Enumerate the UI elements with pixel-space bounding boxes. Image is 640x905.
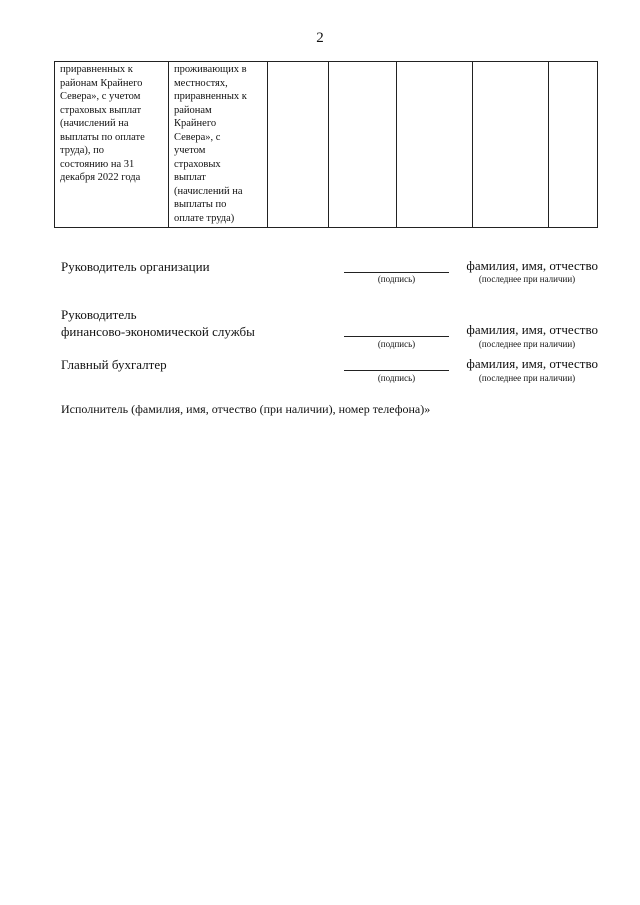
signature-line[interactable] bbox=[344, 258, 449, 273]
table-cell: проживающих в местностях, приравненных к районам Крайнего Севера», с учетом страховых выплат (начислений на выплаты по оплате труда) bbox=[169, 62, 268, 228]
signature-caption: (подпись) bbox=[377, 274, 416, 284]
executor-line: Исполнитель (фамилия, имя, отчество (при наличии), номер телефона)» bbox=[61, 402, 431, 416]
signature-line[interactable] bbox=[344, 322, 449, 337]
table-cell bbox=[473, 62, 549, 228]
page-number: 2 bbox=[316, 30, 324, 46]
signature-name-caption: (последнее при наличии) bbox=[478, 373, 576, 383]
table-cell bbox=[268, 62, 329, 228]
signature-title: Руководитель финансово-экономической службы bbox=[61, 307, 255, 339]
table-cell: приравненных к районам Крайнего Севера», с учетом страховых выплат (начислений на выплаты по оплате труда), по состоянию на 31 декабря 2022 года bbox=[55, 62, 169, 228]
signature-caption: (подпись) bbox=[377, 339, 416, 349]
signature-title: Главный бухгалтер bbox=[61, 357, 167, 372]
table-cell bbox=[549, 62, 598, 228]
signature-name: фамилия, имя, отчество bbox=[466, 356, 598, 371]
table-row bbox=[55, 62, 598, 228]
table-cell bbox=[329, 62, 397, 228]
continuation-table bbox=[54, 61, 598, 228]
signature-name-caption: (последнее при наличии) bbox=[478, 274, 576, 284]
signature-name-caption: (последнее при наличии) bbox=[478, 339, 576, 349]
signature-line[interactable] bbox=[344, 356, 449, 371]
signature-name: фамилия, имя, отчество bbox=[466, 322, 598, 337]
signature-title: Руководитель организации bbox=[61, 259, 210, 274]
signature-name: фамилия, имя, отчество bbox=[466, 258, 598, 273]
signature-caption: (подпись) bbox=[377, 373, 416, 383]
table-cell bbox=[397, 62, 473, 228]
